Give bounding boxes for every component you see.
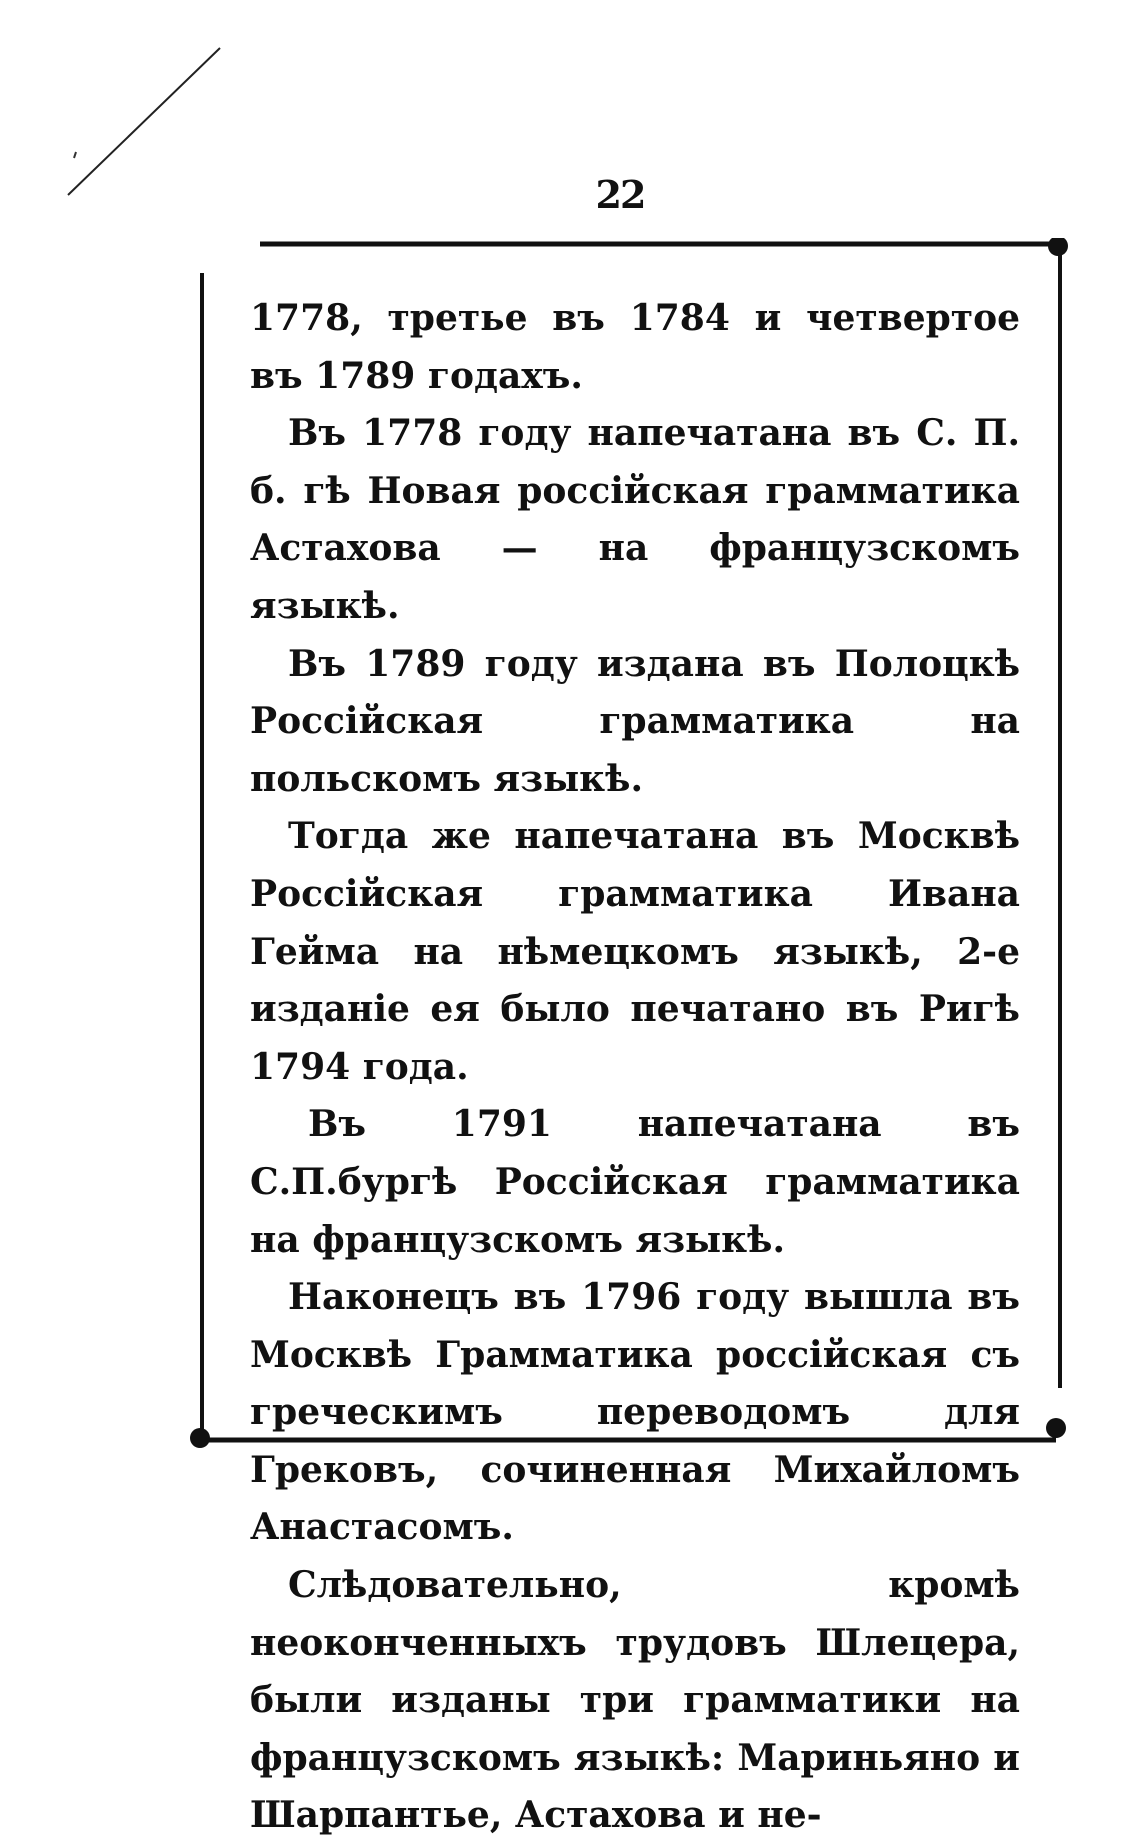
scan-pen-stroke bbox=[60, 40, 230, 200]
paragraph: Наконецъ въ 1796 году вышла въ Москвѣ Грамматика россійская съ греческимъ переводомъ для Грековъ, сочиненная Михайломъ Анастасомъ. bbox=[250, 1276, 1020, 1549]
paragraph: 1778, третье въ 1784 и четвертое въ 1789 годахъ. bbox=[250, 297, 1020, 397]
paragraph: Въ 1778 году напечатана въ С. П. б. гѣ Новая россійская грамматика Астахова — на французскомъ языкѣ. bbox=[250, 412, 1020, 627]
paragraph: Слѣдовательно, кромѣ неоконченныхъ трудовъ Шлецера, были изданы три грамматики на французскомъ языкѣ: Мариньяно и Шарпантье, Астахова и не- bbox=[250, 1564, 1020, 1837]
paragraph: Въ 1791 напечатана въ С.П.бургѣ Россійская грамматика на французскомъ языкѣ. bbox=[250, 1103, 1020, 1261]
paragraph: Тогда же напечатана въ Москвѣ Россійская грамматика Ивана Гейма на нѣмецкомъ языкѣ, 2-е изданіе ея было печатано въ Ригѣ 1794 года. bbox=[250, 815, 1020, 1088]
body-text bbox=[250, 290, 1020, 1845]
paragraph: Въ 1789 году издана въ Полоцкѣ Россійская грамматика на польскомъ языкѣ. bbox=[250, 642, 1020, 800]
page-number: 22 bbox=[595, 172, 645, 217]
